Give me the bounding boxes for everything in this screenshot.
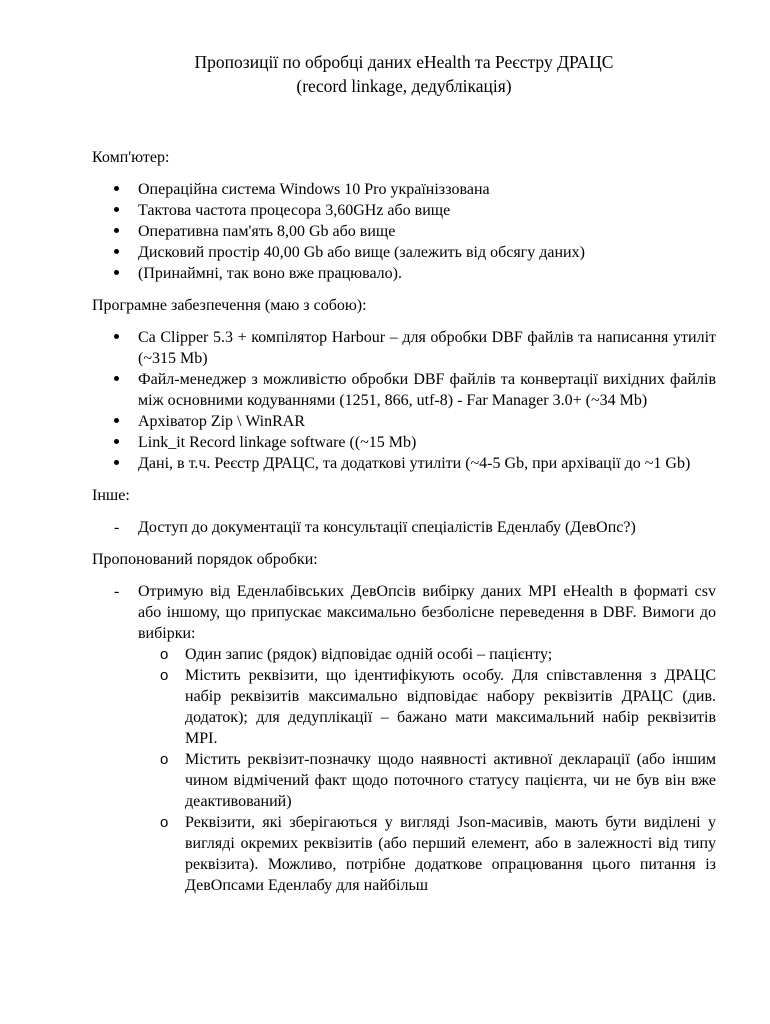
list-item: Дисковий простір 40,00 Gb або вище (залежить від обсягу даних)	[92, 242, 716, 263]
sublist-item: o Один запис (рядок) відповідає одній особі – пацієнту;	[160, 646, 553, 663]
list-item: Операційна система Windows 10 Pro україніззована	[92, 179, 716, 200]
procedure-list	[92, 581, 716, 896]
document-page	[92, 50, 716, 896]
title-line-1: Пропозиції по обробці даних eHealth та Реєстру ДРАЦС	[194, 52, 614, 72]
other-heading: Інше:	[92, 487, 130, 504]
list-item: Архіватор Zip \ WinRAR	[92, 411, 716, 432]
sublist-item: o Містить реквізити, що ідентифікують особу. Для співставлення з ДРАЦС набір реквізитів максимально відповідає набору реквізитів ДРАЦС (див. додаток); для дедуплікації – бажано мати максимальний набір реквізитів MPI.	[160, 667, 716, 747]
other-list	[92, 517, 716, 538]
software-list	[92, 327, 716, 474]
computer-list	[92, 179, 716, 284]
software-heading: Програмне забезпечення (маю з собою):	[92, 297, 367, 314]
title-line-2: (record linkage, дедублікація)	[296, 76, 512, 96]
list-item: Link_it Record linkage software ((~15 Mb)	[92, 432, 716, 453]
procedure-item-text: Отримую від Еденлабівських ДевОпсів вибірку даних MPI eHealth в форматі csv або іншому, що припускає максимально безболісне переведення в DBF. Вимоги до вибірки:	[138, 583, 716, 642]
list-item: Файл-менеджер з можливістю обробки DBF файлів та конвертації вихідних файлів між основними кодуваннями (1251, 866, utf-8) - Far Manager 3.0+ (~34 Mb)	[92, 369, 716, 411]
circle-bullet-icon: o	[160, 751, 169, 768]
dash-marker: -	[114, 519, 120, 536]
bullet-icon	[114, 200, 130, 221]
bullet-icon	[114, 179, 130, 200]
procedure-heading: Пропонований порядок обробки:	[92, 551, 318, 568]
dash-marker: -	[114, 583, 120, 600]
list-item	[92, 581, 716, 896]
list-item: Ca Clipper 5.3 + компілятор Harbour – для обробки DBF файлів та написання утиліт (~315 Mb)	[92, 327, 716, 369]
circle-bullet-icon: o	[160, 814, 169, 831]
bullet-icon	[114, 221, 130, 242]
list-item: Оперативна пам'ять 8,00 Gb або вище	[92, 221, 716, 242]
bullet-icon	[114, 327, 130, 348]
sublist-item: o Реквізити, які зберігаються у вигляді Json-масивів, мають бути виділені у вигляді окремих реквізитів (або перший елемент, або в залежності від типу реквізита). Можливо, потрібне додаткове опрацювання цього питання із ДевОпсами Еденлабу для найбільш	[160, 814, 716, 894]
bullet-icon	[114, 453, 130, 474]
list-item: - Доступ до документації та консультації спеціалістів Еденлабу (ДевОпс?)	[114, 519, 636, 536]
bullet-icon	[114, 411, 130, 432]
bullet-icon	[114, 432, 130, 453]
computer-heading: Комп'ютер:	[92, 149, 170, 166]
circle-bullet-icon: o	[160, 667, 169, 684]
list-item: (Принаймні, так воно вже працювало).	[92, 263, 716, 284]
document-title	[92, 50, 716, 98]
sublist-item: o Містить реквізит-позначку щодо наявності активної декларації (або іншим чином відмічений факт щодо поточного статусу пацієнта, чи не був він вже деактивований)	[160, 751, 716, 810]
bullet-icon	[114, 263, 130, 284]
procedure-sublist	[138, 644, 716, 896]
list-item: Дані, в т.ч. Реєстр ДРАЦС, та додаткові утиліти (~4-5 Gb, при архівації до ~1 Gb)	[92, 453, 716, 474]
bullet-icon	[114, 369, 130, 390]
list-item: Тактова частота процесора 3,60GHz або вище	[92, 200, 716, 221]
bullet-icon	[114, 242, 130, 263]
circle-bullet-icon: o	[160, 646, 169, 663]
